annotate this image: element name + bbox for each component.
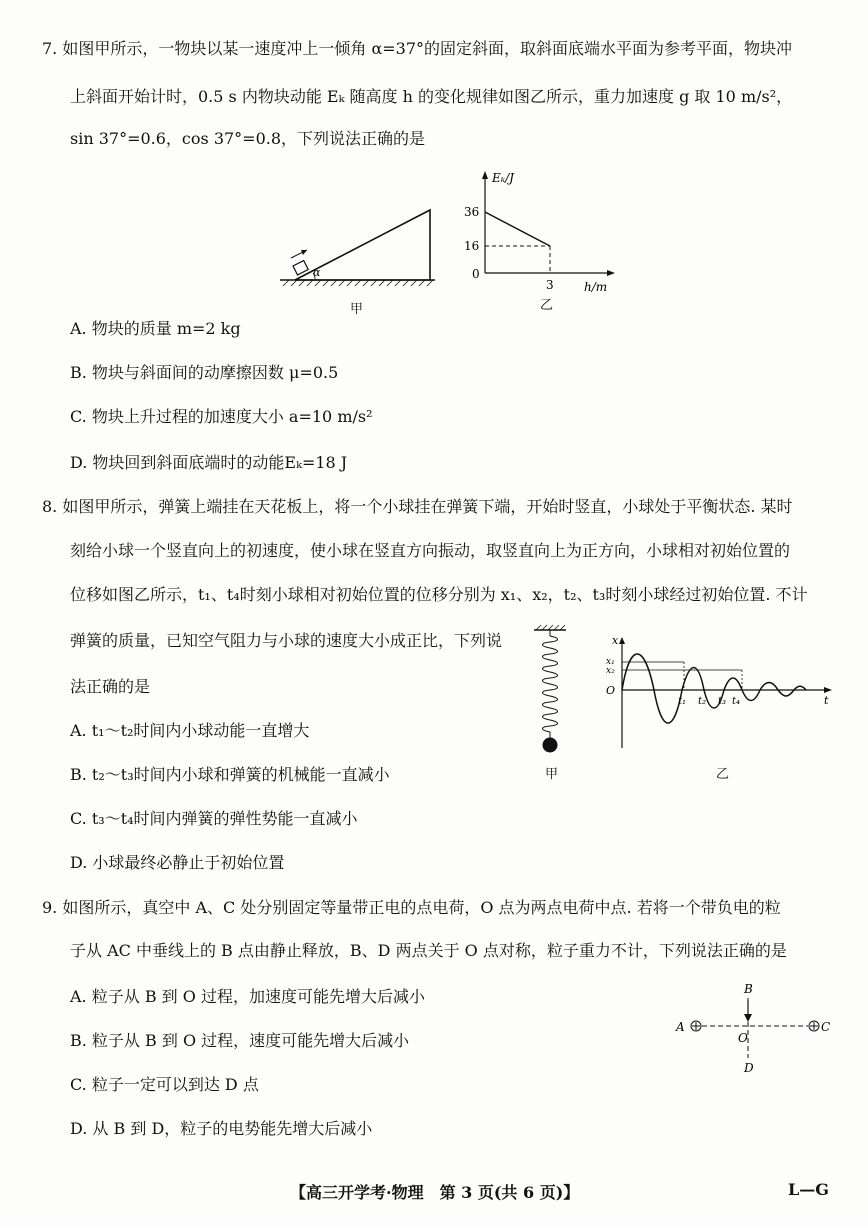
damped-oscillation [622, 654, 806, 723]
q7-incline-figure [275, 200, 440, 290]
q8-graph-t4: t₄ [732, 696, 741, 707]
spring-coil [543, 636, 558, 732]
q8-graph-ytick-x2: x₂ [606, 666, 615, 676]
q7-stem-line1: 7. 如图甲所示，一物块以某一速度冲上一倾角 α=37°的固定斜面，取斜面底端水平面为参考平面，物块冲 [42, 39, 793, 58]
q7-graph-x-label: h/m [584, 280, 608, 293]
q7-angle-label: α [313, 266, 321, 279]
q9-stem-line2: 子从 AC 中垂线上的 B 点由静止释放，B、D 两点关于 O 点对称，粒子重力不计，下列说法正确的是 [70, 941, 787, 960]
q8-graph-ytick-x1: x₁ [606, 657, 615, 667]
q7-option-a[interactable]: A. 物块的质量 m=2 kg [70, 319, 241, 338]
q8-stem-line2: 刻给小球一个竖直向上的初速度，使小球在竖直方向振动，取竖直向上为正方向，小球相对初始位置的 [70, 541, 791, 560]
q9-option-c[interactable]: C. 粒子一定可以到达 D 点 [70, 1075, 259, 1094]
q9-stem-line1: 9. 如图所示，真空中 A、C 处分别固定等量带正电的点电荷，O 点为两点电荷中点. 若将一个带负电的粒 [42, 898, 781, 917]
page-footer: 【高三开学考·物理 第 3 页(共 6 页)】 [290, 1183, 580, 1202]
q7-ek-h-graph [462, 168, 622, 293]
q9-label-d: D [744, 1061, 754, 1075]
q7-graph-ytick-36: 36 [464, 205, 480, 219]
q7-fig-left-caption: 甲 [350, 302, 364, 317]
q9-charge-figure [672, 980, 832, 1076]
q9-label-c: C [821, 1020, 831, 1034]
q9-option-a[interactable]: A. 粒子从 B 到 O 过程，加速度可能先增大后减小 [70, 987, 425, 1006]
q8-stem-line3: 位移如图乙所示，t₁、t₄时刻小球相对初始位置的位移分别为 x₁、x₂，t₂、t₃时刻小球经过初始位置. 不计 [70, 585, 808, 604]
q8-stem-line5: 法正确的是 [70, 677, 151, 696]
q7-fig-right-caption: 乙 [540, 298, 554, 313]
q7-graph-ytick-16: 16 [464, 239, 480, 253]
q9-option-d[interactable]: D. 从 B 到 D，粒子的电势能先增大后减小 [70, 1119, 373, 1138]
q7-option-b[interactable]: B. 物块与斜面间的动摩擦因数 μ=0.5 [70, 363, 339, 382]
q7-graph-xtick-3: 3 [546, 278, 554, 292]
q8-graph-y-label: x [612, 634, 619, 647]
page-code: L—G [788, 1180, 829, 1199]
q9-down-arrow [744, 1014, 752, 1022]
q8-option-a[interactable]: A. t₁～t₂时间内小球动能一直增大 [70, 721, 310, 740]
q9-label-b: B [744, 982, 753, 996]
q8-stem-line4: 弹簧的质量，已知空气阻力与小球的速度大小成正比，下列说 [70, 631, 503, 650]
q7-stem-line2: 上斜面开始计时，0.5 s 内物块动能 Eₖ 随高度 h 的变化规律如图乙所示，重力加速度 g 取 10 m/s²， [70, 87, 793, 106]
q8-spring-figure [528, 624, 572, 762]
q7-option-d[interactable]: D. 物块回到斜面底端时的动能Eₖ=18 J [70, 453, 348, 472]
q9-label-a: A [676, 1020, 685, 1034]
q8-graph-x-label: t [824, 694, 829, 707]
q8-option-d[interactable]: D. 小球最终必静止于初始位置 [70, 853, 285, 872]
q8-graph-t1: t₁ [678, 696, 687, 707]
q7-graph-y-label: Eₖ/J [492, 171, 514, 185]
q8-option-b[interactable]: B. t₂～t₃时间内小球和弹簧的机械能一直减小 [70, 765, 390, 784]
q7-block [293, 261, 308, 275]
q8-graph-t2: t₂ [698, 696, 707, 707]
q7-option-c[interactable]: C. 物块上升过程的加速度大小 a=10 m/s² [70, 407, 373, 426]
q9-label-o: O [738, 1031, 748, 1045]
q8-fig-left-caption: 甲 [545, 767, 559, 782]
q8-x-t-graph [598, 632, 838, 752]
q7-graph-origin: 0 [472, 267, 480, 281]
q9-option-b[interactable]: B. 粒子从 B 到 O 过程，速度可能先增大后减小 [70, 1031, 410, 1050]
q8-graph-t3: t₃ [718, 696, 727, 707]
q8-stem-line1: 8. 如图甲所示，弹簧上端挂在天花板上，将一个小球挂在弹簧下端，开始时竖直，小球处于平衡状态. 某时 [42, 497, 793, 516]
q8-option-c[interactable]: C. t₃～t₄时间内弹簧的弹性势能一直减小 [70, 809, 358, 828]
q8-fig-right-caption: 乙 [716, 767, 730, 782]
q8-graph-origin: O [606, 684, 616, 697]
q8-ball [543, 738, 558, 753]
q7-stem-line3: sin 37°=0.6，cos 37°=0.8，下列说法正确的是 [70, 129, 426, 148]
